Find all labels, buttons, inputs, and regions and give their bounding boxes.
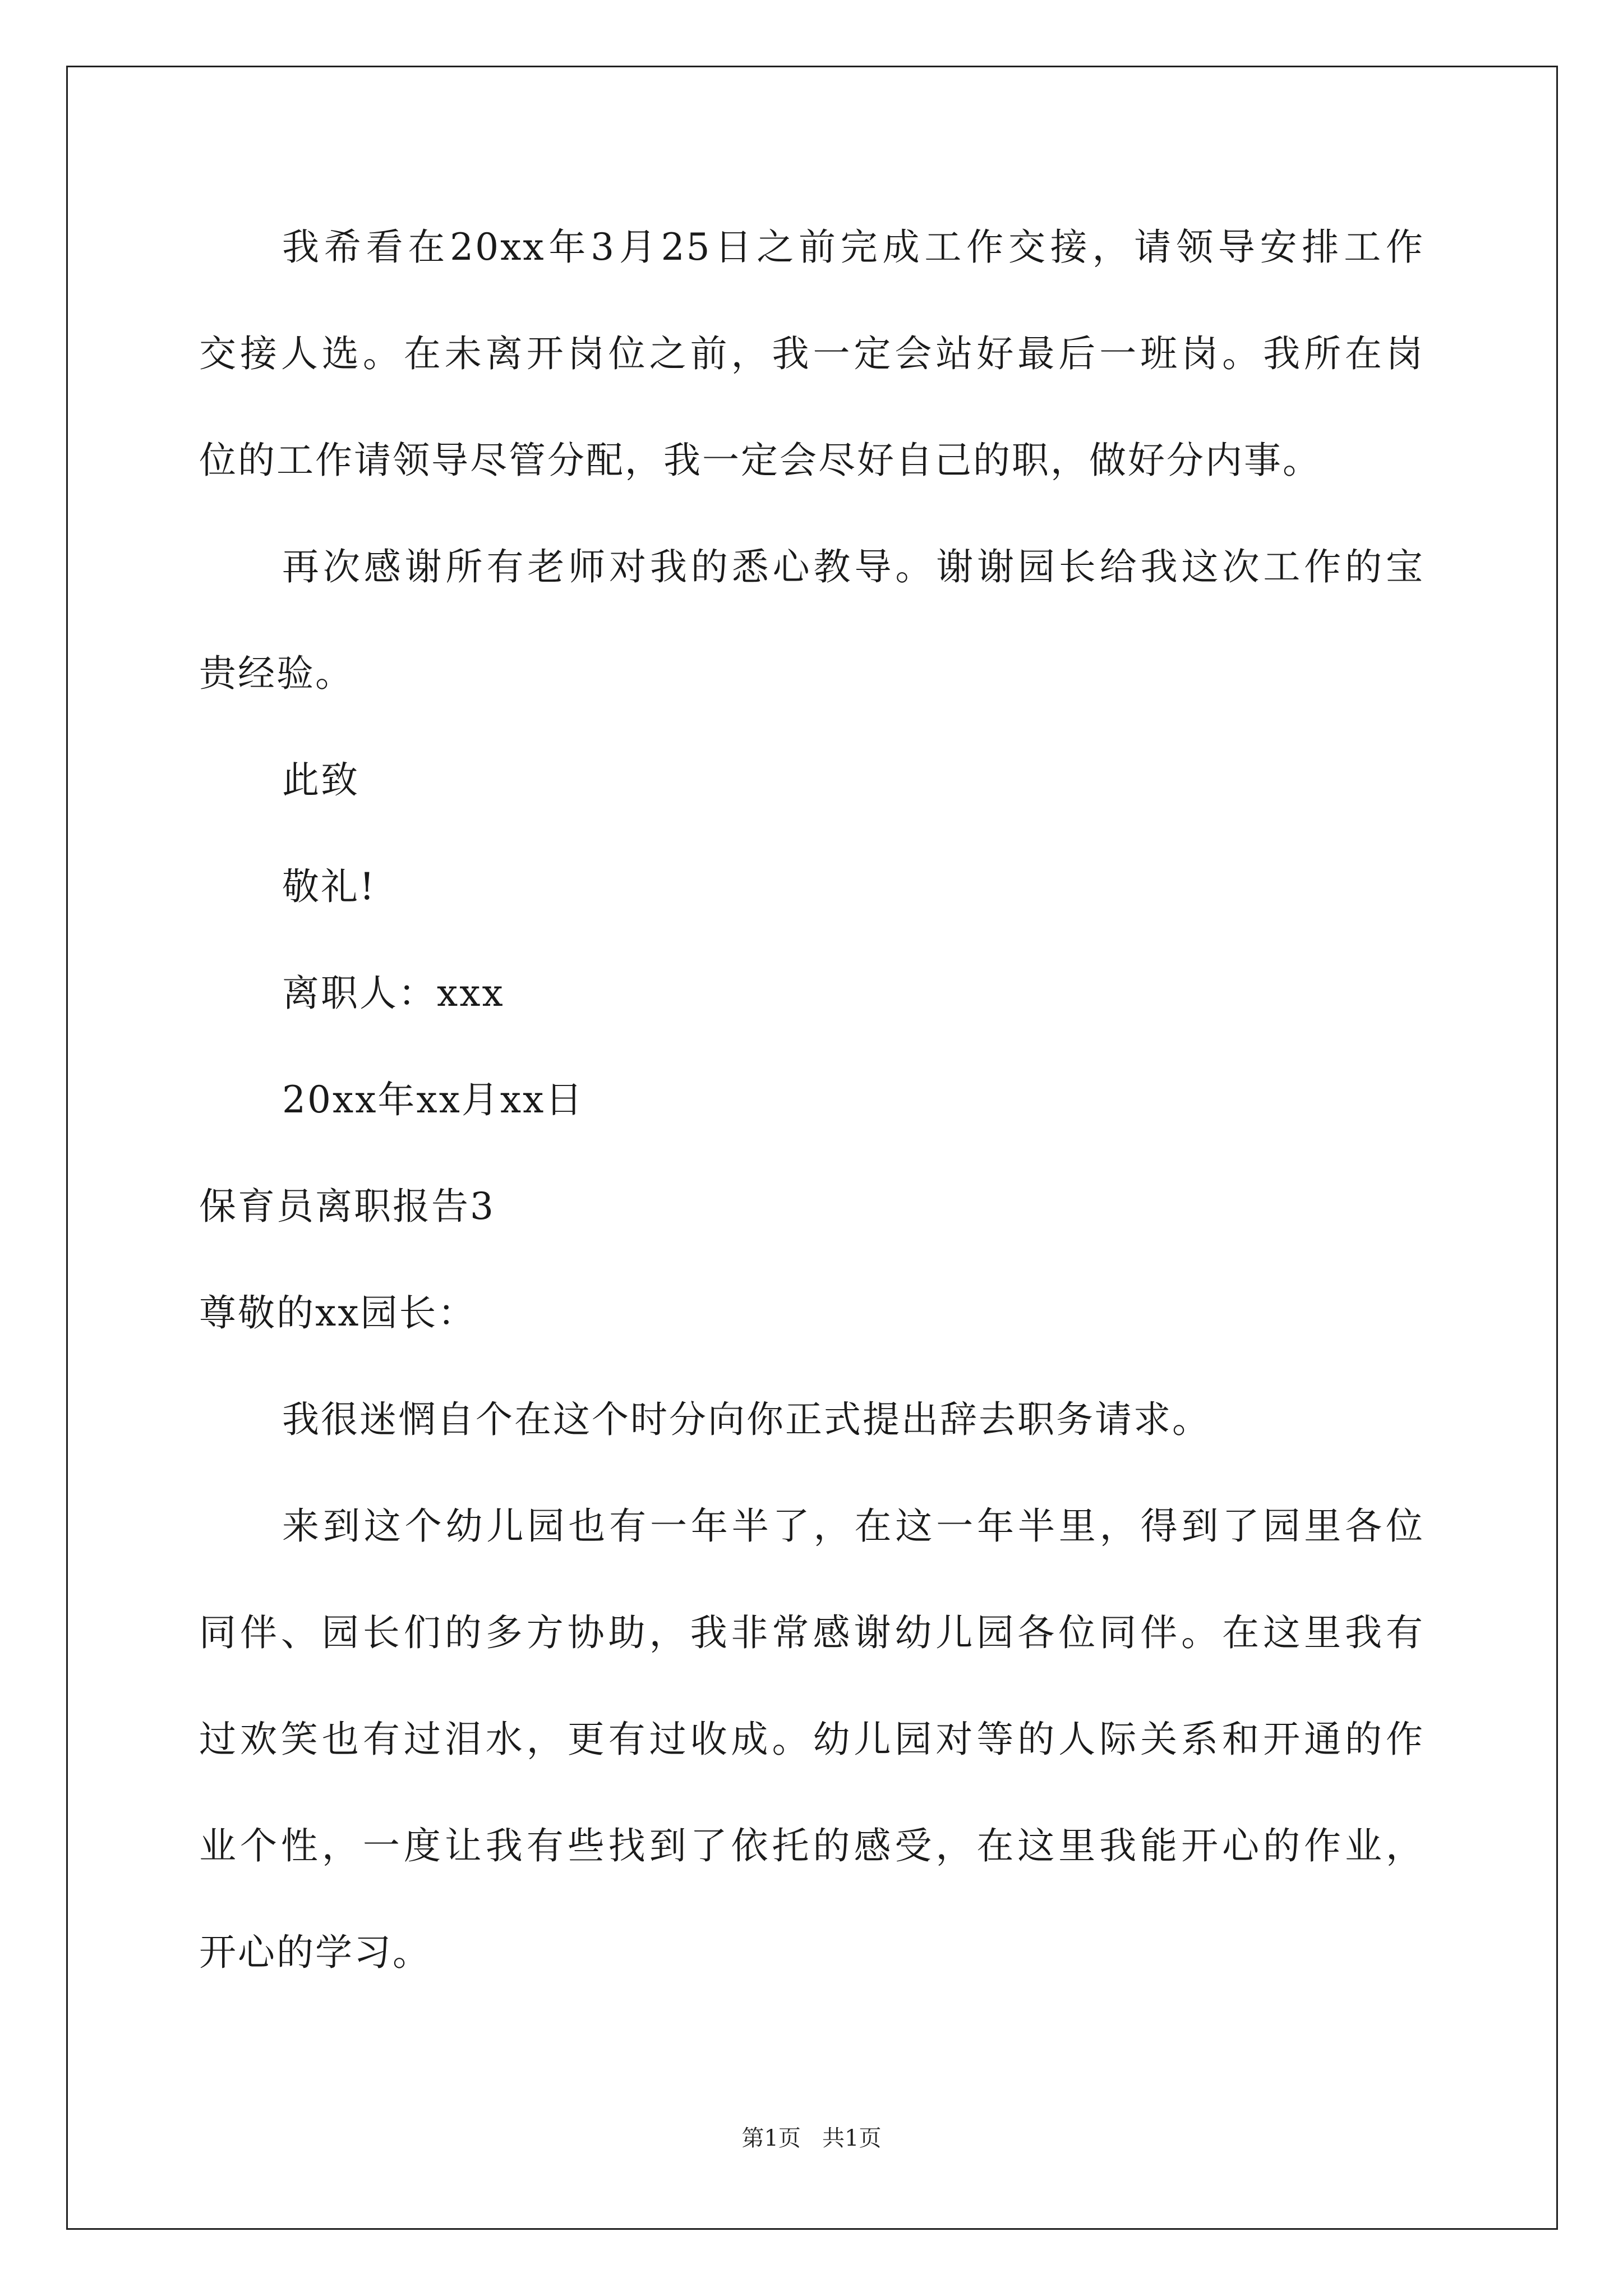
paragraph-line: 我希看在20xx年3月25日之前完成工作交接，请领导安排工作 (282, 226, 1424, 269)
greeting-line: 尊敬的xx园长： (199, 1291, 477, 1335)
paragraph-line: 业个性，一度让我有些找到了依托的感受，在这里我能开心的作业， (199, 1824, 1424, 1867)
date-line: 20xx年xx月xx日 (282, 1078, 584, 1121)
salutation-line: 敬礼! (282, 865, 376, 908)
page-border (66, 66, 1558, 2230)
paragraph-line: 交接人选。在未离开岗位之前，我一定会站好最后一班岗。我所在岗 (199, 332, 1424, 375)
signature-line: 离职人：xxx (282, 972, 505, 1015)
paragraph-line: 同伴、园长们的多方协助，我非常感谢幼儿园各位同伴。在这里我有 (199, 1611, 1424, 1654)
paragraph-line: 我很迷惘自个在这个时分向你正式提出辞去职务请求。 (282, 1398, 1211, 1441)
closing-line: 此致 (282, 758, 359, 802)
section-title: 保育员离职报告3 (199, 1185, 495, 1228)
page-number-footer: 第1页 共1页 (741, 2125, 882, 2151)
paragraph-line: 贵经验。 (199, 652, 354, 695)
paragraph-line: 来到这个幼儿园也有一年半了，在这一年半里，得到了园里各位 (282, 1504, 1424, 1548)
paragraph-line: 过欢笑也有过泪水，更有过收成。幼儿园对等的人际关系和开通的作 (199, 1718, 1424, 1761)
paragraph-line: 再次感谢所有老师对我的悉心教导。谢谢园长给我这次工作的宝 (282, 545, 1424, 588)
paragraph-line: 开心的学习。 (199, 1931, 431, 1974)
paragraph-line: 位的工作请领导尽管分配，我一定会尽好自己的职，做好分内事。 (199, 439, 1321, 482)
